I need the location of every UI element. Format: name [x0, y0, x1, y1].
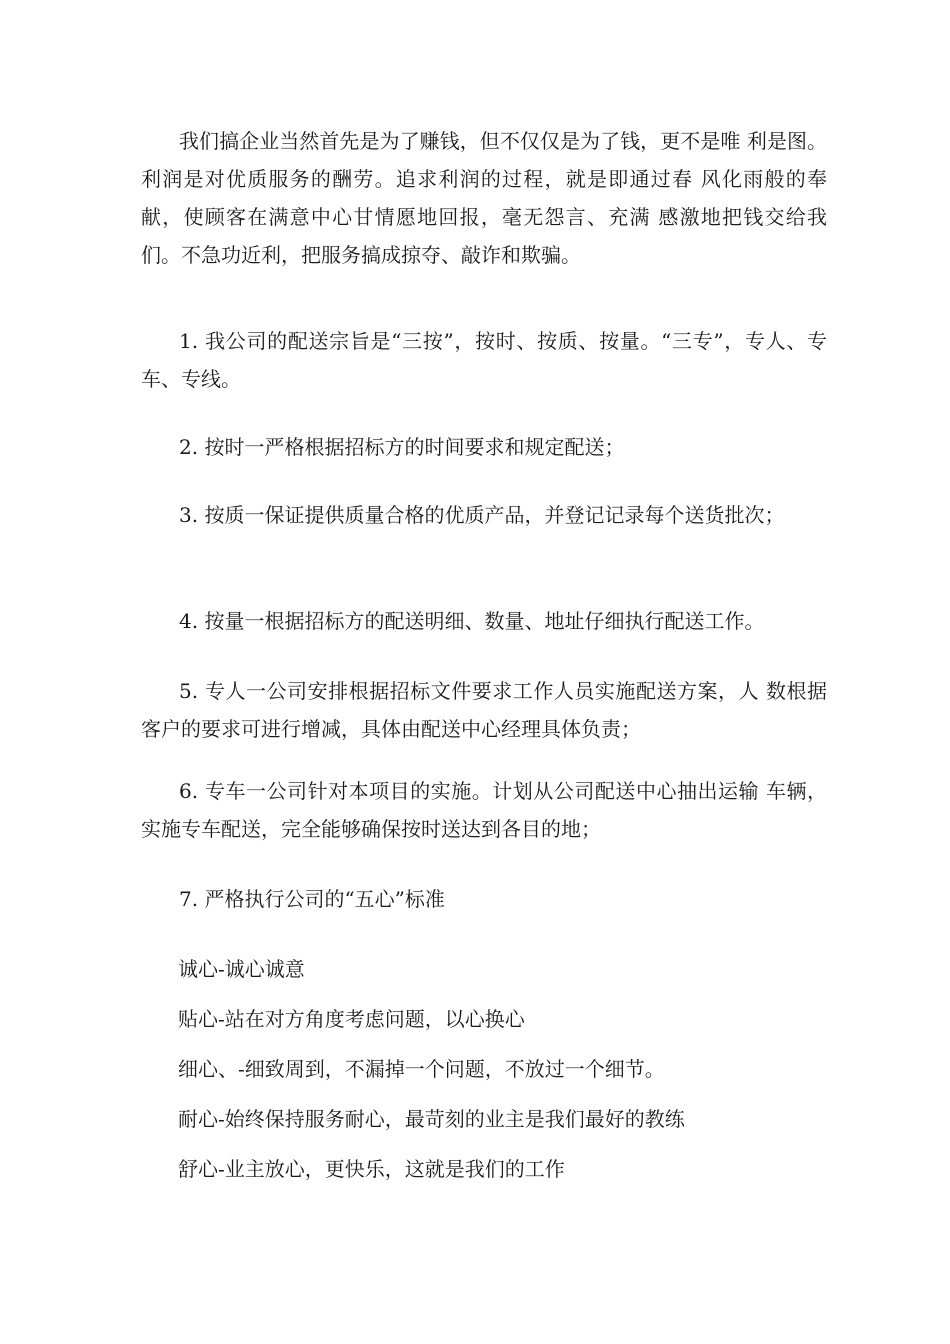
list-item-1: 1. 我公司的配送宗旨是“三按”，按时、按质、按量。“三专”，专人、专车、专线。: [141, 329, 827, 391]
heart-line-careful: 细心、-细致周到，不漏掉一个问题，不放过一个细节。: [178, 1057, 665, 1081]
list-item-5: 5. 专人一公司安排根据招标文件要求工作人员实施配送方案，人 数根据客户的要求可进行增减，具体由配送中心经理具体负责；: [141, 679, 827, 741]
heart-line-considerate: 贴心-站在对方角度考虑问题，以心换心: [178, 1007, 525, 1031]
list-item-3: 3. 按质一保证提供质量合格的优质产品，并登记记录每个送货批次；: [179, 503, 785, 527]
heart-line-sincere: 诚心-诚心诚意: [178, 957, 305, 981]
list-item-6: 6. 专车一公司针对本项目的实施。计划从公司配送中心抽出运输 车辆，实施专车配送，完全能够确保按时送达到各目的地；: [141, 779, 827, 841]
list-item-7: 7. 严格执行公司的“五心”标准: [179, 887, 445, 911]
list-item-4: 4. 按量一根据招标方的配送明细、数量、地址仔细执行配送工作。: [179, 609, 765, 633]
heart-line-patient: 耐心-始终保持服务耐心，最苛刻的业主是我们最好的教练: [178, 1107, 685, 1131]
intro-paragraph: 我们搞企业当然首先是为了赚钱，但不仅仅是为了钱，更不是唯 利是图。利润是对优质服务的酬劳。追求利润的过程，就是即通过春 风化雨般的奉献，使顾客在满意中心甘情愿地回报，毫无怨言、充满 感激地把钱交给我们。不急功近利，把服务搞成掠夺、敲诈和欺骗。: [141, 129, 827, 267]
list-item-2: 2. 按时一严格根据招标方的时间要求和规定配送；: [179, 435, 625, 459]
heart-line-comfortable: 舒心-业主放心，更快乐，这就是我们的工作: [178, 1157, 565, 1181]
